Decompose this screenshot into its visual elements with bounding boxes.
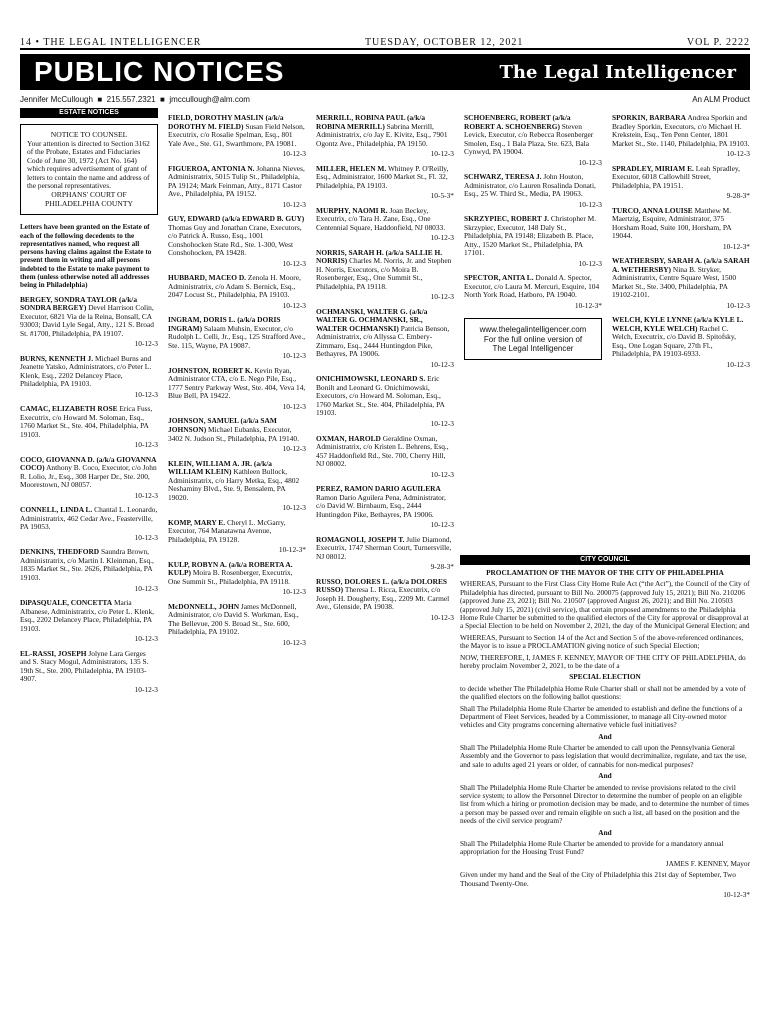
notice-name: SCHOENBERG, ROBERT (a/k/a ROBERT A. SCHOENBERG) [464, 113, 571, 131]
notice-text: Sabrina Merrill, Administratrix, c/o Jay E. Kivitz, Esq., 7901 Ogontz Ave., Philadelphia, PA 19150. [316, 121, 448, 148]
notice-text: Cheryl L. McGarry, Executor, 764 Manatawna Avenue, Philadelphia, PA 19128. [168, 517, 286, 544]
ballot-question-1: Shall The Philadelphia Home Rule Charter be amended to establish and define the functions of a Department of Fleet Services, headed by a Commissioner, to manage all City-owned motor vehicles and City programs concerning alternative vehicle fuel initiatives? [460, 703, 743, 730]
notice-item [168, 603, 306, 648]
notice-name: CONNELL, LINDA L. [20, 505, 93, 515]
notice-item [168, 561, 306, 597]
notice-name: SPRADLEY, MIRIAM E. [612, 163, 694, 173]
notice-name: TURCO, ANNA LOUISE [612, 205, 693, 215]
notice-date: 10-12-3 [282, 401, 306, 411]
header-left: 14 • THE LEGAL INTELLIGENCER [20, 37, 202, 48]
notice-text: Devel Harrison Colin, Executor, 6821 Via de la Reina, Bonsall, CA 93003; David Lyle Segal, Atty., 121 S. Broad St. #1700, Philadelphia, PA 19107. [20, 303, 154, 338]
notice-text: Ramon Dario Aguilera Pena, Administrator, c/o David W. Birnbaum, Esq., 2444 Huntingdon Pike, Bethayres, PA 19006. [316, 492, 446, 519]
notice-date: 10-12-3 [578, 199, 602, 209]
notice-name: BURNS, KENNETH J. [20, 353, 94, 363]
header-volume: VOL P. 2222 [686, 37, 750, 48]
notice-name: KLEIN, WILLIAM A. JR. (a/k/a WILLIAM KLEIN) [168, 458, 272, 477]
notice-text: Maria Albanese, Administratrix, c/o Peter L. Klenk, Esq., 2202 Delancey Place, Philadelphia, PA 19103. [20, 598, 155, 633]
notice-text: Moira B. Rosenberger, Executrix, One Summit St., Philadelphia, PA 19118. [168, 568, 293, 586]
notice-text: Charles M. Norris, Jr. and Stephen H. Norris, Executors, c/o Moira B. Rosenberger, Esq., One Summit St., Philadelphia, PA 19118. [316, 256, 452, 291]
notice-name: FIELD, DOROTHY MASLIN (a/k/a DOROTHY M. FIELD) [168, 113, 284, 131]
contact-phone: 215.557.2321 [106, 94, 156, 104]
and-separator-2: And [598, 771, 612, 781]
notice-item [316, 308, 454, 370]
notice-item [20, 599, 158, 644]
notice-list-col1 [20, 296, 158, 695]
notice-date: 10-12-3* [574, 300, 602, 310]
notice-item [20, 548, 158, 593]
column-3 [316, 108, 454, 1008]
column-1 [20, 108, 158, 1008]
notice-text: James McDonnell, Administrator, c/o David S. Workman, Esq., The Bellevue, 200 S. Broad St., Ste. 600, Philadelphia, PA 19102. [168, 601, 299, 637]
notice-name: FIGUEROA, ANTONIA N. [168, 163, 255, 173]
notice-date: 10-12-3 [430, 612, 454, 622]
city-council-section [460, 555, 750, 1005]
notice-date: 10-12-3 [134, 532, 158, 542]
notice-name: SKRZYPIEC, ROBERT J. [464, 214, 550, 224]
estate-intro: Letters have been granted on the Estate of each of the following decedents to the representatives named, who request all persons having claims against the Estate to present them in writing and all persons indebted to the Estate to make payment to them (unless otherwise noted all addresses being in Philadelphia) [20, 223, 152, 290]
notice-text: Anthony B. Coco, Executor, c/o John R. Lolio, Jr., Esq., 308 Harper Dr., Ste. 200, Moorestown, NJ 08057. [20, 463, 157, 490]
and-separator-3: And [598, 827, 612, 837]
notice-item [168, 215, 306, 268]
proclamation-p1: WHEREAS, Pursuant to the First Class City Home Rule Act (“the Act”), the Council of the City of Philadelphia has directed, pursuant to Bill No. 200075 (approved July 15, 2021); Bill No. 210206 (approved June 23, 2021); Bill No. 210507 (approved August 26, 2021); and Bill No. 210503 (approved July 15, 2021) (civil service), that certain proposed amendments to the Philadelphia Home Rule Charter be submitted to the qualified electors of the City for approval or disapproval at a Special Election to be held on November 2, 2021, the day of the Municipal General Election; and [460, 579, 750, 631]
notice-name: ONICHIMOWSKI, LEONARD S. [316, 374, 426, 384]
notice-text: Thomas Guy and Jonathan Crane, Executors, c/o Patrick A. Russo, Esq., 1001 Conshohocken State Rd., Ste. 1-300, West Conshohocken, PA 19428. [168, 222, 302, 258]
contact-bar [20, 92, 750, 106]
notice-item [168, 417, 306, 453]
notice-text: Erica Fuss, Executrix, c/o Howard M. Soloman, Esq., 1760 Market St., Ste. 404, Philadelphia, PA 19103. [20, 404, 153, 439]
contact-name: Jennifer McCullough [20, 94, 93, 104]
column-2 [168, 108, 306, 1008]
notice-date: 9-28-3* [726, 191, 750, 201]
notice-date: 10-12-3 [726, 359, 750, 369]
public-notices-banner [20, 54, 750, 90]
notice-name: PEREZ, RAMON DARIO AGUILERA [316, 484, 441, 494]
header-date: TUESDAY, OCTOBER 12, 2021 [364, 37, 524, 48]
notice-name: SPECTOR, ANITA L. [464, 273, 534, 283]
orphans-court: ORPHANS' COURT OF PHILADELPHIA COUNTY [45, 189, 133, 208]
notice-text: Rachel C. Welch, Executrix, c/o David B. Spitofsky, Esq., One Logan Square, 27th Fl., Philadelphia, PA 19103-6933. [612, 323, 736, 359]
notice-date: 10-12-3 [430, 149, 454, 159]
notice-date: 10-12-3 [578, 157, 602, 167]
notice-date: 10-12-3 [282, 637, 306, 647]
notice-item [612, 165, 750, 201]
notice-date: 10-12-3 [282, 149, 306, 159]
notice-date: 10-12-3 [134, 634, 158, 644]
notice-item [316, 578, 454, 623]
notice-date: 10-12-3 [282, 587, 306, 597]
estate-notices-head: ESTATE NOTICES [20, 108, 158, 118]
notice-text: Steven Levick, Executor, c/o Rebecca Rosenberger Smolen, Esq., 1 Bala Plaza, Ste. 623, Bala Cynwyd, PA 19004. [464, 121, 594, 157]
notice-name: DiPASQUALE, CONCETTA [20, 598, 113, 608]
notice-date: 10-12-3 [282, 258, 306, 268]
proclamation-p2: WHEREAS, Pursuant to Section 14 of the Act and Section 5 of the above-referenced ordinances, the Mayor is to issue a PROCLAMATION giving notice of such Special Election; [460, 632, 744, 651]
notice-to-counsel-title: NOTICE TO COUNSEL [50, 130, 128, 140]
notice-name: COCO, GIOVANNA D. (a/k/a GIOVANNA COCO) [20, 454, 157, 473]
notice-date: 10-12-3 [282, 444, 306, 454]
notice-name: BERGEY, SONDRA TAYLOR (a/k/a SONDRA BERGEY) [20, 294, 138, 313]
notice-text: Salaam Muhsin, Executor, c/o Rudolph L. Celli, Jr., Esq., 125 Strafford Ave., Ste. 115, Wayne, PA 19087. [168, 323, 306, 350]
notice-name: SCHWARZ, TERESA J. [464, 172, 542, 182]
notice-text: Julie Diamond, Executrix, 1747 Sherman Court, Turnersville, NJ 08012. [316, 534, 452, 561]
banner-title: PUBLIC NOTICES [34, 56, 285, 87]
notice-item [20, 355, 158, 400]
contact-email[interactable]: jmccullough@alm.com [169, 94, 250, 104]
notice-text: Leah Spradley, Executor, 6018 Callowhill Street, Philadelphia, PA 19151. [612, 163, 740, 190]
notice-text: Jolyne Lara Gerges and S. Stacy Mogul, Administrators, 135 S. 19th St., Ste. 200, Philadelphia, PA 19103-4907. [20, 648, 149, 684]
notice-item [316, 207, 454, 243]
notice-name: KOMP, MARY E. [168, 517, 226, 527]
website-url[interactable]: www.thelegalintelligencer.com [479, 325, 587, 335]
special-election-title: SPECIAL ELECTION [569, 672, 641, 682]
promo-line-1: For the full online version of [483, 334, 583, 344]
page-header [20, 30, 750, 50]
notice-name: KULP, ROBYN A. (a/k/a ROBERTA A. KULP) [168, 559, 293, 578]
city-notice-date: 10-12-3* [723, 889, 750, 899]
notice-item [316, 375, 454, 428]
notice-text: Kathleen Bullock, Administratrix, c/o Harry Metka, Esq., 4802 Neshaminy Blvd., Ste. 9, Bensalem, PA 19020. [168, 467, 300, 502]
notice-text: Nina B. Stryker, Administratrix, Centre Square West, 1500 Market St., Ste. 3400, Philadelphia, PA 19102-2101. [612, 264, 737, 300]
notice-text: Kevin Ryan, Administrator CTA, c/o E. Nego Pile, Esq., 1777 Sentry Parkway West, Ste. 404, Veva 14, Blue Bell, PA 19422. [168, 365, 306, 401]
notice-date: 10-12-3 [134, 389, 158, 399]
notice-text: Christopher M. Skrzypiec, Executor, 148 Daly St., Philadelphia, PA 19148; Elizabeth B. Place, Atty., 1520 Market St., Philadelphia, PA 17101. [464, 214, 597, 258]
proclamation-p4: to decide whether The Philadelphia Home Rule Charter shall or shall not be amended by a vote of the qualified electors on the following ballot questions: [460, 683, 746, 702]
notice-name: JOHNSON, SAMUEL (a/k/a SAM JOHNSON) [168, 416, 277, 434]
notice-item [20, 456, 158, 501]
notice-name: OCHMANSKI, WALTER G. (a/k/a WALTER G. OCHMANSKI, SR., WALTER OCHMANSKI) [316, 306, 428, 333]
mayor-signature-text: Given under my hand and the Seal of the City of Philadelphia this 21st day of September, Two Thousand Twenty-One. [460, 870, 736, 888]
notice-item [168, 114, 306, 159]
ballot-question-4: Shall The Philadelphia Home Rule Charter be amended to provide for a mandatory annual appropriation for the Housing Trust Fund? [460, 838, 724, 857]
notice-date: 10-12-3 [430, 359, 454, 369]
notice-to-counsel-box [20, 124, 158, 215]
notice-date: 10-12-3 [430, 520, 454, 530]
notice-item [168, 460, 306, 513]
notice-name: RUSSO, DOLORES L. (a/k/a DOLORES RUSSO) [316, 576, 448, 595]
notice-text: Chantal L. Leonardo, Administratrix, 462 Cedar Ave., Feasterville, PA 19053. [20, 505, 158, 532]
notice-text: Joan Beckey, Executrix, c/o Tara H. Zane, Esq., One Centennial Square, Haddonfield, NJ 08033. [316, 205, 446, 232]
brand-logo: The Legal Intelligencer [499, 61, 736, 83]
notice-text: Theresa L. Ricca, Executrix, c/o Joseph H. Dougherty, Esq., 2209 Mt. Carmel Ave., Glenside, PA 19038. [316, 585, 450, 612]
notice-name: ROMAGNOLI, JOSEPH T. [316, 534, 405, 544]
notice-date: 10-12-3 [134, 440, 158, 450]
proclamation-title: PROCLAMATION OF THE MAYOR OF THE CITY OF PHILADELPHIA [486, 568, 724, 578]
notice-item [316, 114, 454, 159]
notice-date: 10-12-3 [578, 258, 602, 268]
notice-item [168, 367, 306, 412]
notice-name: INGRAM, DORIS L. (a/k/a DORIS INGRAM) [168, 315, 281, 333]
notice-date: 10-12-3 [430, 292, 454, 302]
notice-name: SPORKIN, BARBARA [612, 113, 686, 122]
notice-item [20, 650, 158, 695]
notice-item [168, 274, 306, 310]
notice-text: Eric Bonilt and Leonard G. Onichimowski, Executors, c/o Howard M. Soloman, Esq., 1760 Market St., Ste. 404, Philadelphia, PA 19103. [316, 374, 445, 418]
notice-date: 10-12-3 [134, 583, 158, 593]
notice-date: 10-12-3 [134, 684, 158, 694]
notice-item [464, 274, 602, 310]
notice-date: 10-12-3 [282, 300, 306, 310]
notice-item [464, 114, 602, 167]
notice-item [168, 316, 306, 361]
and-separator-1: And [598, 731, 612, 741]
notice-item [316, 435, 454, 480]
notice-text: Susan Field Nelson, Executrix, c/o Rosalie Spelman, Esq., 801 Yale Ave., Ste. G1, Swarthmore, PA 19081. [168, 121, 305, 148]
notice-name: MERRILL, ROBINA PAUL (a/k/a ROBINA MERRILL) [316, 113, 426, 131]
notice-name: McDONNELL, JOHN [168, 601, 240, 611]
notice-item [20, 405, 158, 450]
notice-text: Saundra Brown, Administratrix, c/o Martin I. Kleinman, Esq., 1835 Market St., Ste. 2626, Philadelphia, PA 19103. [20, 547, 154, 582]
notice-name: GUY, EDWARD (a/k/a EDWARD B. GUY) [168, 214, 305, 224]
notice-name: DENKINS, THEDFORD [20, 547, 100, 557]
notice-date: 10-12-3 [134, 339, 158, 349]
notice-item [612, 114, 750, 159]
notice-item [612, 207, 750, 252]
notice-date: 10-12-3* [278, 545, 306, 555]
ballot-question-3: Shall The Philadelphia Home Rule Charter be amended to revise provisions related to the civil service system; to allow the Personnel Director to determine the number of people on an eligible list from which a hiring or promotion decision may be made, and to determine the number of times a person may be passed over and remain eligible on such a list, all based on the position and the needs of the civil service program? [460, 782, 749, 826]
notice-name: MILLER, HELEN M. [316, 163, 387, 173]
notice-text: Patricia Benson, Administratrix, c/o Allyssa C. Embery-Zimmaro, Esq., 2444 Huntingdon Pike, Bethayres, PA 19006. [316, 323, 450, 359]
notice-to-counsel-text: Your attention is directed to Section 3162 of the Probate, Estates and Fiduciaries Code of June 30, 1972 (Act No. 164) which requires advertisement of grant of letters to contain the name and address of the personal representatives. [27, 138, 150, 191]
notice-item [464, 215, 602, 268]
website-promo-box[interactable] [464, 318, 602, 360]
notice-text: Matthew M. Maertzig, Esquire, Administrator, 375 Horsham Road, Suite 100, Horsham, PA 19044. [612, 205, 732, 241]
contact-info: Jennifer McCullough ■ 215.557.2321 ■ jmccullough@alm.com [20, 94, 250, 104]
notice-date: 10-12-3 [430, 469, 454, 479]
notice-name: EL-RASSI, JOSEPH [20, 648, 87, 658]
notice-text: Whitney P. O'Reilly, Esq., Administrator, 1600 Market St., Fl. 32, Philadelphia, PA 19103. [316, 163, 449, 190]
notice-item [316, 165, 454, 201]
proclamation-p3: NOW, THEREFORE, I, JAMES F. KENNEY, MAYOR OF THE CITY OF PHILADELPHIA, do hereby proclaim November 2, 2021, to be the date of a [460, 652, 746, 670]
notice-text: Andrea Sporkin and Bradley Sporkin, Executors, c/o Michael H. Krekstein, Esq., Ten Penn Center, 1801 Market St., Ste. 1140, Philadelphia, PA 19103. [612, 113, 750, 148]
mayor-signature-name: JAMES F. KENNEY, Mayor [665, 858, 750, 868]
notice-date: 10-12-3 [282, 503, 306, 513]
ballot-question-2: Shall The Philadelphia Home Rule Charter be amended to call upon the Pennsylvania General Assembly and the Governor to pass legislation that would decriminalize, regulate, and tax the use, and sale to adults aged 21 years or older, of cannabis for non-medical purposes? [460, 743, 747, 769]
notice-name: HUBBARD, MACEO D. [168, 273, 247, 283]
notice-text: Donald A. Spector, Executor, c/o Laura M. Mercuri, Esquire, 104 North York Road, Hatboro, PA 19040. [464, 273, 600, 300]
notice-date: 9-28-3* [430, 562, 454, 572]
notice-text: Zenola H. Moore, Administratrix, c/o Adam S. Bernick, Esq., 2047 Locust St., Philadelphia, PA 19103. [168, 273, 301, 300]
notice-item [20, 296, 158, 349]
notice-item [20, 506, 158, 542]
city-council-head: CITY COUNCIL [460, 555, 750, 565]
notice-item [316, 249, 454, 302]
notice-date: 10-5-3* [430, 191, 454, 201]
notice-item [168, 519, 306, 555]
notice-text: John Houton, Administrator, c/o Lauren Rosalinda Donati, Esq., 25 W. Third St., Media, PA 19063. [464, 172, 596, 199]
notice-name: MURPHY, NAOMI R. [316, 205, 388, 215]
notice-date: 10-12-3 [430, 418, 454, 428]
notice-date: 10-12-3 [726, 300, 750, 310]
notice-text: Michael Eubanks, Executor, 3402 N. Judson St., Philadelphia, PA 19140. [168, 424, 299, 443]
notice-date: 10-12-3 [726, 149, 750, 159]
alm-product: An ALM Product [692, 94, 750, 104]
notice-name: WEATHERSBY, SARAH A. (a/k/a SARAH A. WETHERSBY) [612, 256, 750, 274]
notice-item [168, 165, 306, 210]
notice-name: WELCH, KYLE LYNNE (a/k/a KYLE L. WELCH, KYLE WELCH) [612, 315, 744, 333]
notice-date: 10-12-3* [722, 241, 750, 251]
notice-name: NORRIS, SARAH H. (a/k/a SALLIE H. NORRIS) [316, 247, 443, 266]
notice-text: Johanna Nieves, Administratrix, 5015 Tulip St., Philadelphia, PA 19124; Mark Feinman, Atty., 8171 Castor Ave., Philadelphia, PA 19152. [168, 163, 305, 199]
promo-line-2: The Legal Intelligencer [492, 343, 574, 353]
notice-item [464, 173, 602, 209]
notice-date: 10-12-3 [282, 351, 306, 361]
notice-item [316, 485, 454, 530]
notice-name: CAMAC, ELIZABETH ROSE [20, 404, 118, 414]
notice-date: 10-12-3 [282, 199, 306, 209]
notice-date: 10-12-3 [430, 233, 454, 243]
notice-name: JOHNSTON, ROBERT K. [168, 365, 253, 375]
notice-name: OXMAN, HAROLD [316, 433, 381, 443]
notice-text: Michael Burns and Jeanette Yatsko, Administrators, c/o Peter L. Klenk, Esq., 2202 Delancey Place, Philadelphia, PA 19103. [20, 353, 152, 389]
notice-date: 10-12-3 [134, 490, 158, 500]
notice-item [612, 316, 750, 369]
notice-item [316, 536, 454, 572]
notice-text: Geraldine Oxman, Administratrix, c/o Kristen L. Behrens, Esq., 457 Haddonfield Rd., Ste. 700, Cherry Hill, NJ 08002. [316, 433, 449, 469]
notice-item [612, 257, 750, 310]
